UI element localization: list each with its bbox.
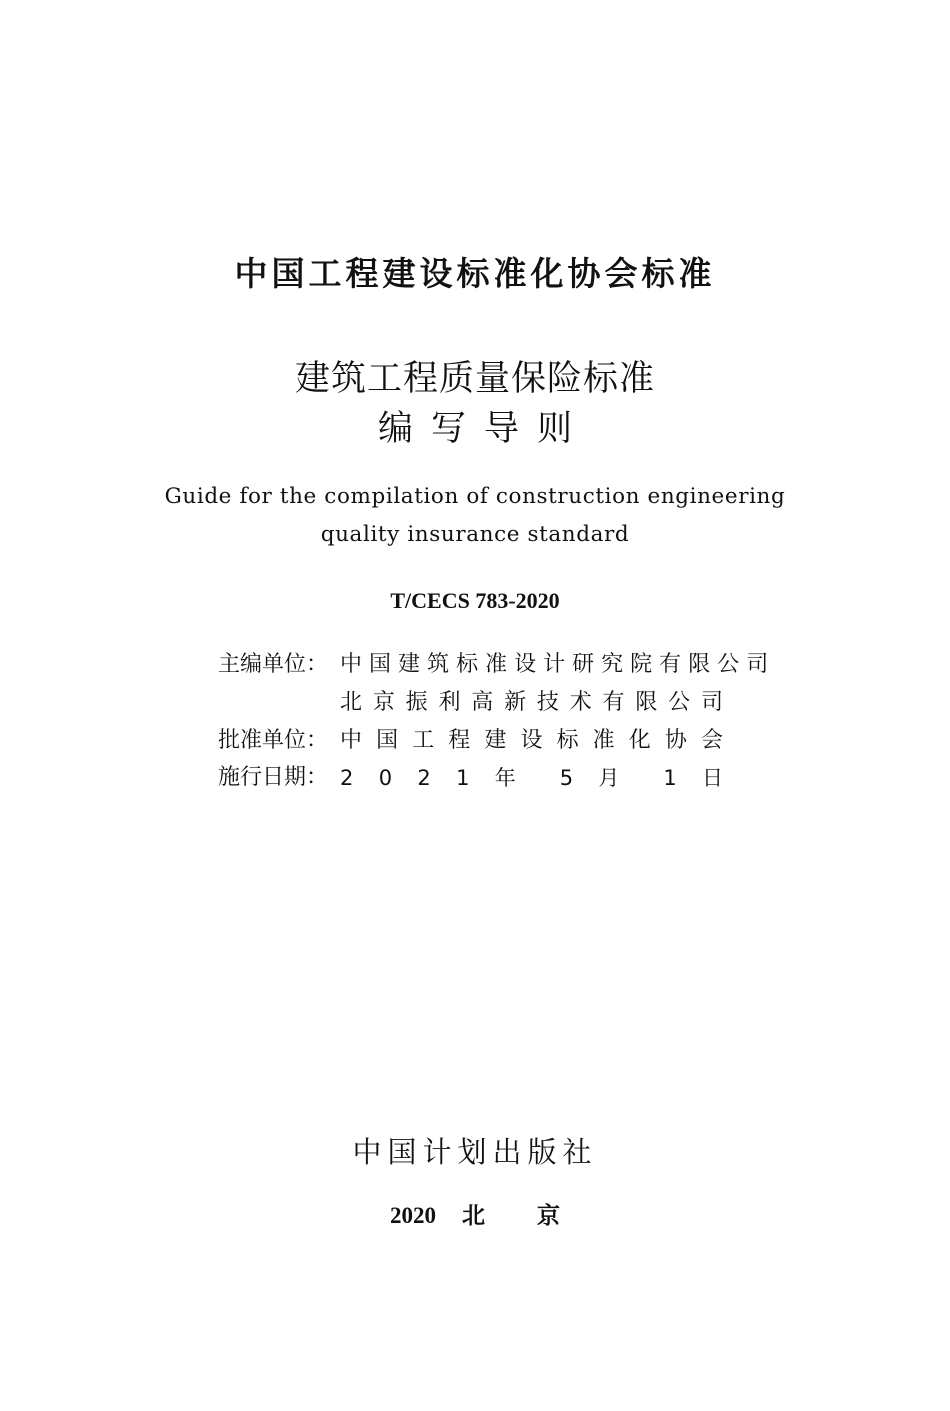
chief-editor-row <box>218 650 769 680</box>
chief-editor-label: 主编单位： <box>218 652 329 677</box>
chief-editor-row-2 <box>218 688 723 718</box>
english-title-line1: Guide for the compilation of construction engineering <box>164 484 786 509</box>
document-title-line1: 建筑工程质量保险标准 <box>294 359 655 399</box>
document-title-line2: 编写导则 <box>377 409 590 449</box>
publication-city: 北京 <box>462 1203 612 1228</box>
association-title: 中国工程建设标准化协会标准 <box>234 254 716 293</box>
effective-date-label: 施行日期： <box>218 765 329 790</box>
approval-row <box>218 726 723 756</box>
effective-date-row <box>218 763 723 793</box>
english-title-line2: quality insurance standard <box>320 522 630 547</box>
chief-editor-unit-1: 中 国 建 筑 标 准 设 计 研 究 院 有 限 公 司 <box>340 652 769 677</box>
chief-editor-unit-2: 北 京 振 利 高 新 技 术 有 限 公 司 <box>340 690 723 715</box>
approval-unit: 中 国 工 程 建 设 标 准 化 协 会 <box>340 728 723 753</box>
publication-place <box>0 1201 950 1231</box>
publisher-name: 中国计划出版社 <box>352 1135 598 1169</box>
effective-date: 2 0 2 1 年 5 月 1 日 <box>340 766 723 790</box>
standard-number: T/CECS 783-2020 <box>390 588 560 613</box>
publication-year: 2020 <box>390 1203 436 1228</box>
approval-label: 批准单位： <box>218 728 329 753</box>
